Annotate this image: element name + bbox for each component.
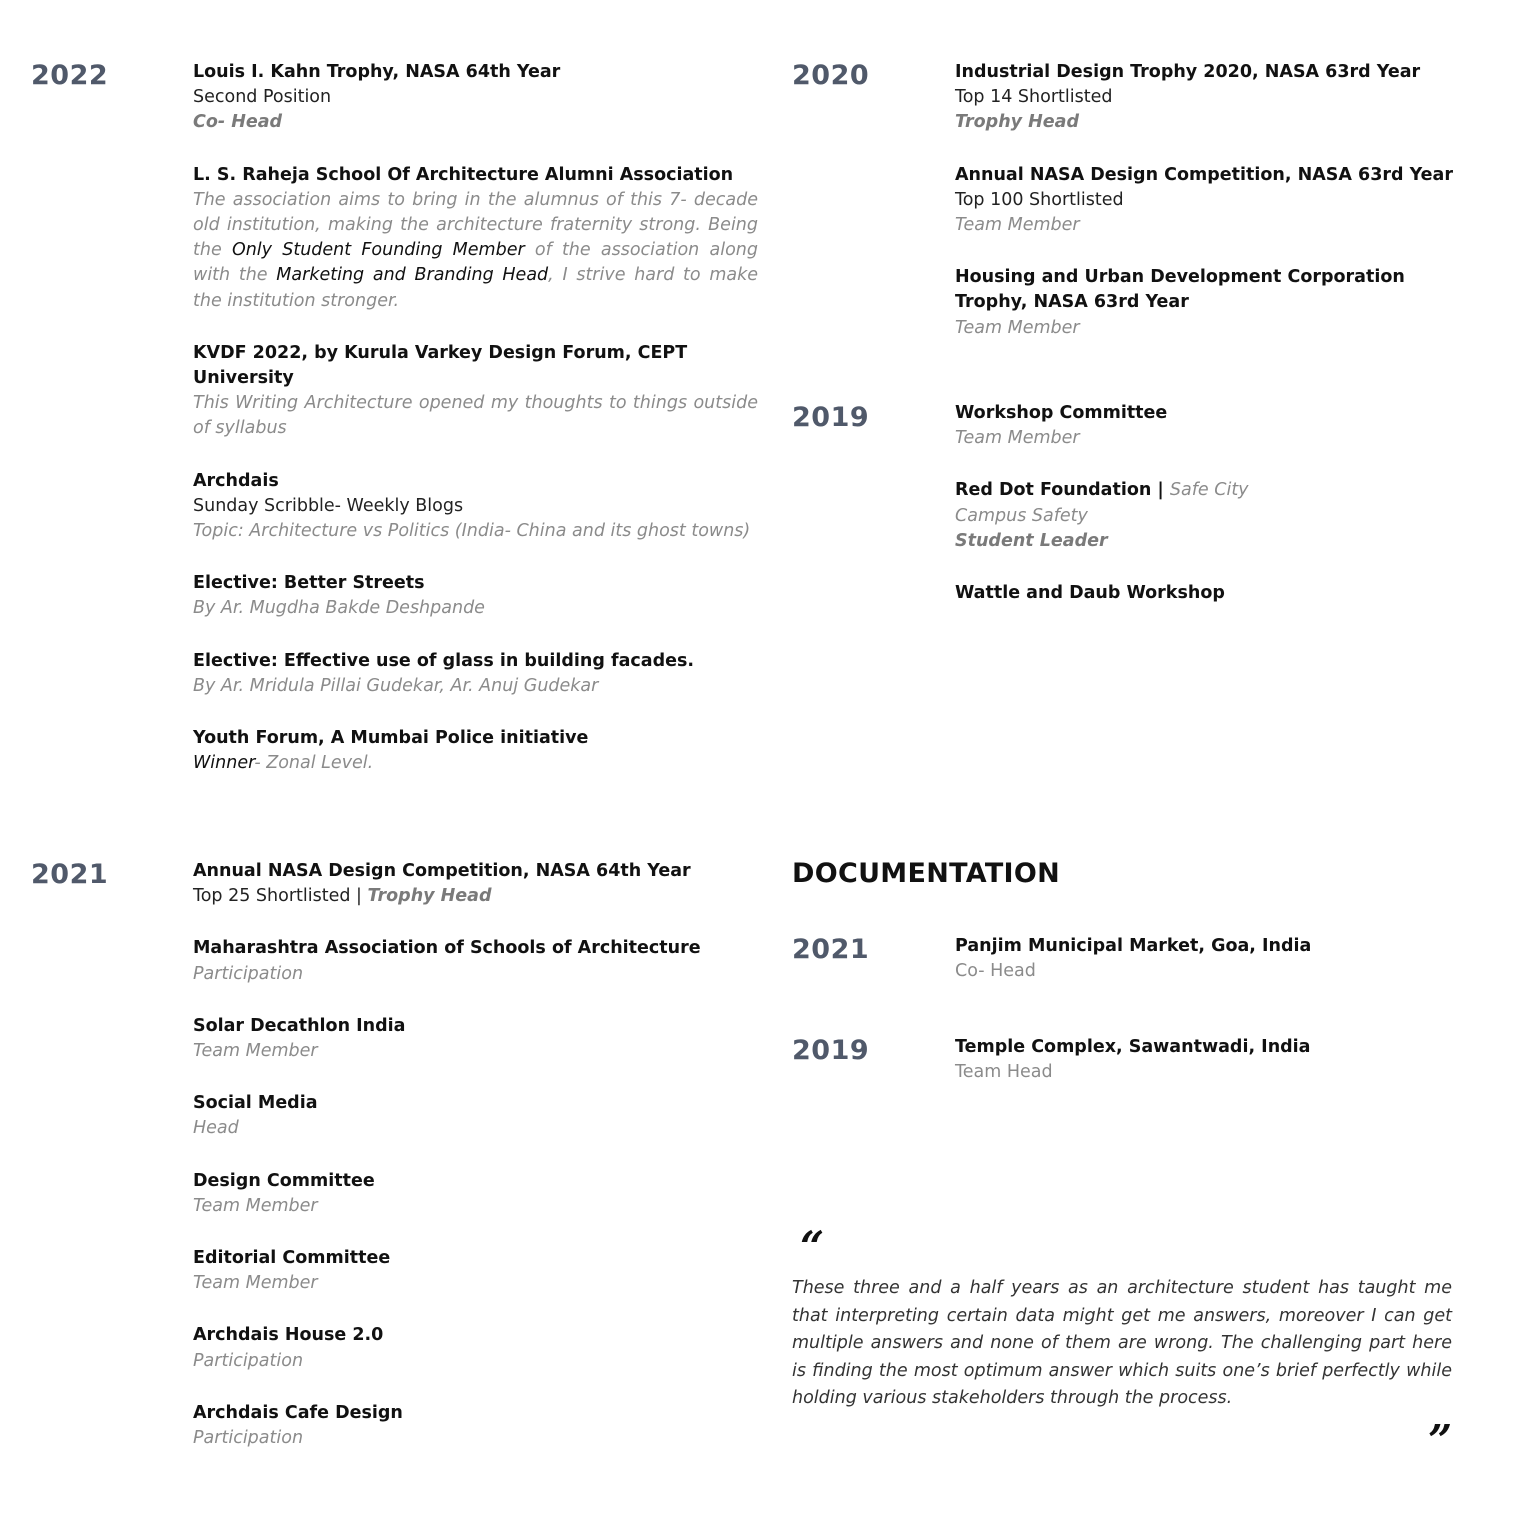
entry-role: Trophy Head <box>955 112 1080 133</box>
entry-title: KVDF 2022, by Kurula Varkey Design Forum, CEPT <box>193 342 688 363</box>
entry-title: Design Committee <box>193 1170 375 1191</box>
entry-description: Topic: Architecture vs Politics (India- China and its ghost towns) <box>193 521 751 542</box>
entry-title: Workshop Committee <box>955 403 1168 423</box>
entry-kvdf <box>193 341 758 442</box>
subtitle-text: Top 25 Shortlisted | <box>193 886 368 907</box>
open-quote-icon: “ <box>800 1222 825 1271</box>
section-2021 <box>193 859 758 1478</box>
entry-hudco-trophy <box>955 265 1475 341</box>
documentation-heading: DOCUMENTATION <box>792 858 1061 889</box>
entry-title: Annual NASA Design Competition, NASA 64th Year <box>193 861 691 881</box>
entry-subtitle: Campus Safety <box>955 505 1088 526</box>
entry-role: Co- Head <box>193 112 283 133</box>
entry-archdais <box>193 469 758 545</box>
entry-masa <box>193 936 758 986</box>
entry-role: Head <box>193 1118 239 1139</box>
year-2022: 2022 <box>31 60 109 91</box>
entry-role: Team Member <box>955 428 1080 449</box>
entry-design-committee <box>193 1169 758 1219</box>
entry-role: Team Member <box>193 1273 318 1294</box>
entry-role: Participation <box>193 1350 304 1371</box>
entry-description <box>193 188 758 314</box>
entry-title: Industrial Design Trophy 2020, NASA 63rd Year <box>955 62 1421 82</box>
desc-text: , I strive hard to make the institution stronger. <box>193 265 759 311</box>
entry-title: Elective: Effective use of glass in building facades. <box>193 650 695 671</box>
entry-title-cont: Trophy, NASA 63rd Year <box>955 292 1189 313</box>
entry-subtitle: Top 14 Shortlisted <box>955 87 1113 108</box>
entry-archdais-cafe <box>193 1401 758 1451</box>
entry-title: Solar Decathlon India <box>193 1015 406 1036</box>
doc-year-2019: 2019 <box>792 1035 870 1066</box>
entry-title-cont: University <box>193 368 294 389</box>
entry-subtitle: Sunday Scribble- Weekly Blogs <box>193 495 464 516</box>
entry-title: Social Media <box>193 1093 318 1114</box>
section-2022 <box>193 60 758 803</box>
entry-title: Elective: Better Streets <box>193 573 425 594</box>
entry-title: Red Dot Foundation | <box>955 480 1170 501</box>
entry-role: Team Member <box>193 1195 318 1216</box>
entry-role: Student Leader <box>955 530 1108 551</box>
entry-editorial-committee <box>193 1246 758 1296</box>
result-level: - Zonal Level. <box>254 753 374 774</box>
entry-title: Annual NASA Design Competition, NASA 63rd Year <box>955 164 1453 185</box>
entry-by: By Ar. Mugdha Bakde Deshpande <box>193 598 485 619</box>
quote-text: These three and a half years as an architecture student has taught me that interpreting certain data might get me answers, moreover I can get multiple answers and none of them are wrong. The challenging part here is finding the most optimum answer which suits one’s brief perfectly while holding various stakeholders through the process. <box>792 1278 1452 1408</box>
doc-entry-temple <box>955 1035 1475 1085</box>
entry-by: By Ar. Mridula Pillai Gudekar, Ar. Anuj Gudekar <box>193 675 599 696</box>
entry-description: This Writing Architecture opened my thoughts to things outside of syllabus <box>193 393 758 439</box>
year-2021: 2021 <box>31 859 109 890</box>
entry-title: Temple Complex, Sawantwadi, India <box>955 1037 1311 1057</box>
entry-kahn-trophy <box>193 60 758 136</box>
entry-title: Editorial Committee <box>193 1248 391 1269</box>
entry-subtitle <box>193 884 758 909</box>
desc-highlight: Marketing and Branding Head <box>276 265 549 286</box>
entry-nasa-64 <box>193 859 758 909</box>
entry-role: Co- Head <box>955 961 1036 982</box>
result-label: Winner <box>193 753 255 774</box>
entry-subtitle: Top 100 Shortlisted <box>955 189 1124 210</box>
entry-role: Participation <box>193 1428 304 1449</box>
entry-role: Trophy Head <box>367 886 492 907</box>
entry-better-streets <box>193 571 758 621</box>
section-2019 <box>955 401 1475 633</box>
entry-title: L. S. Raheja School Of Architecture Alumni Association <box>193 164 734 185</box>
entry-nasa-63 <box>955 163 1475 239</box>
desc-highlight: Only Student Founding Member <box>231 240 525 261</box>
entry-subtitle: Second Position <box>193 87 332 108</box>
doc-entry-panjim <box>955 934 1475 984</box>
entry-wattle-daub <box>955 581 1475 606</box>
entry-title: Panjim Municipal Market, Goa, India <box>955 936 1312 956</box>
entry-role: Team Member <box>193 1041 318 1062</box>
entry-social-media <box>193 1091 758 1141</box>
entry-role: Team Member <box>955 215 1080 236</box>
entry-alumni-association <box>193 163 758 314</box>
section-2020 <box>955 60 1475 368</box>
entry-solar-decathlon <box>193 1014 758 1064</box>
entry-youth-forum <box>193 726 758 776</box>
desc-text: The association aims to bring in the alumnus of this 7- decade old institution, making the architecture fraternity strong. Being the <box>193 189 758 261</box>
entry-title-row <box>955 478 1475 503</box>
entry-title: Housing and Urban Development Corporation <box>955 267 1405 288</box>
desc-text: of the association along with the <box>193 240 758 286</box>
entry-tag: Safe City <box>1169 480 1249 501</box>
entry-result <box>193 751 758 776</box>
entry-red-dot <box>955 478 1475 554</box>
doc-year-2021: 2021 <box>792 934 870 965</box>
entry-title: Archdais <box>193 470 279 491</box>
entry-title: Wattle and Daub Workshop <box>955 583 1225 604</box>
year-2019: 2019 <box>792 402 870 433</box>
entry-archdais-house <box>193 1323 758 1373</box>
close-quote-icon: ” <box>1428 1416 1453 1465</box>
entry-title: Maharashtra Association of Schools of Architecture <box>193 938 701 959</box>
entry-role: Team Head <box>955 1062 1053 1083</box>
entry-role: Team Member <box>955 317 1080 338</box>
entry-title: Youth Forum, A Mumbai Police initiative <box>193 728 589 749</box>
entry-title: Louis I. Kahn Trophy, NASA 64th Year <box>193 62 561 82</box>
entry-role: Participation <box>193 963 304 984</box>
entry-title: Archdais Cafe Design <box>193 1402 403 1423</box>
entry-title: Archdais House 2.0 <box>193 1325 384 1346</box>
entry-glass-facades <box>193 649 758 699</box>
entry-workshop-committee <box>955 401 1475 451</box>
year-2020: 2020 <box>792 60 870 91</box>
entry-industrial-design <box>955 60 1475 136</box>
